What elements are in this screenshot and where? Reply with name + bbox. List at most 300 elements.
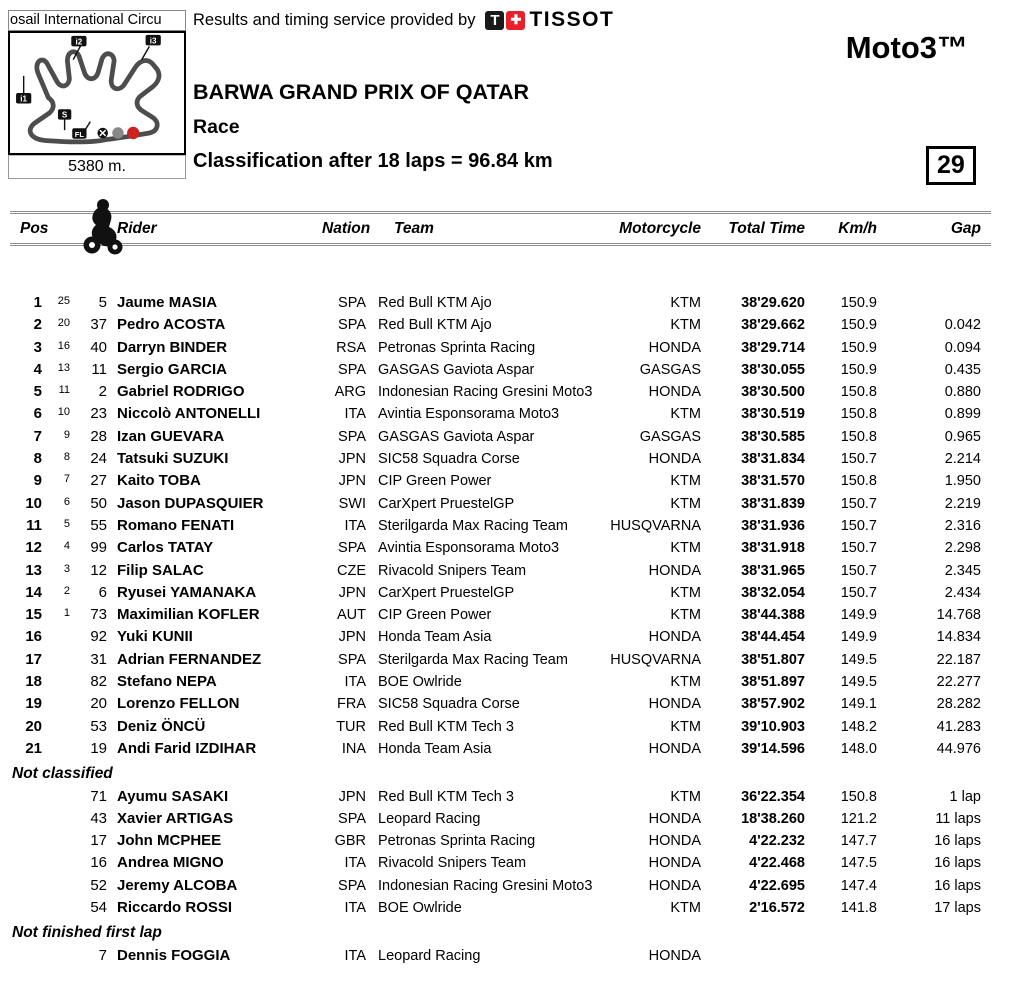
cell-pos: 19	[25, 695, 42, 713]
cell-spacer	[107, 560, 117, 582]
table-row	[10, 359, 991, 381]
cell-kmh: 150.9	[840, 361, 877, 378]
cell-pos: 8	[33, 450, 42, 468]
cell-rider: Lorenzo FELLON	[117, 695, 240, 713]
cell-gap: 14.834	[936, 629, 981, 646]
cell-pts: 16	[57, 339, 70, 352]
cell-kmh: 150.9	[840, 339, 877, 356]
col-header-rider: Rider	[117, 220, 157, 237]
table-row	[10, 875, 991, 897]
cell-spacer	[366, 626, 378, 648]
cell-nation: JPN	[338, 451, 366, 468]
cell-gap	[883, 945, 981, 967]
cell-pts: 11	[58, 384, 70, 397]
cell-pts	[42, 830, 70, 852]
cell-nation: JPN	[338, 629, 366, 646]
track-map-box	[8, 31, 186, 155]
cell-moto: HONDA	[648, 740, 701, 757]
cell-moto: HONDA	[648, 810, 701, 827]
cell-num: 43	[90, 809, 107, 827]
cell-team: Rivacold Snipers Team	[378, 562, 527, 579]
cell-spacer	[107, 808, 117, 830]
cell-spacer	[366, 945, 378, 967]
cell-kmh: 150.8	[840, 384, 877, 401]
table-row	[10, 314, 991, 336]
cell-time: 38'30.055	[741, 361, 805, 378]
cell-rider: Romano FENATI	[117, 516, 235, 534]
cell-gap: 1 lap	[949, 788, 981, 805]
cell-spacer	[366, 897, 378, 919]
cell-moto: KTM	[670, 406, 701, 423]
circuit-name-label: osail International Circu	[8, 10, 186, 31]
cell-kmh: 141.8	[840, 900, 877, 917]
cell-num: 11	[91, 360, 107, 378]
cell-time: 38'44.388	[741, 607, 805, 624]
cell-time: 38'30.585	[741, 428, 805, 445]
cell-pts: 8	[63, 451, 70, 464]
cell-time: 4'22.232	[749, 833, 805, 850]
cell-pos: 3	[33, 338, 42, 356]
cell-time: 38'31.918	[741, 540, 805, 557]
cell-pos: 14	[25, 583, 42, 601]
cell-rider: Niccolò ANTONELLI	[117, 405, 261, 423]
col-header-motorcycle: Motorcycle	[619, 220, 701, 237]
cell-spacer	[107, 716, 117, 738]
table-row	[10, 830, 991, 852]
results-table	[10, 211, 991, 967]
cell-gap: 2.345	[944, 562, 981, 579]
cell-pts	[42, 693, 70, 715]
cell-spacer	[366, 426, 378, 448]
cell-num: 20	[90, 695, 107, 713]
cell-kmh: 150.7	[840, 540, 877, 557]
cell-num: 50	[90, 494, 107, 512]
cell-time: 38'44.454	[741, 629, 805, 646]
cell-moto: KTM	[670, 495, 701, 512]
cell-kmh: 148.2	[840, 718, 877, 735]
cell-moto: HONDA	[648, 629, 701, 646]
col-header-gap: Gap	[950, 220, 981, 237]
cell-rider: Jaume MASIA	[117, 294, 218, 311]
table-row	[10, 448, 991, 470]
table-row	[10, 604, 991, 626]
cell-spacer	[107, 852, 117, 874]
cell-kmh: 149.5	[840, 651, 877, 668]
service-line	[193, 8, 614, 32]
cell-nation: SPA	[338, 651, 366, 668]
header-rule-bottom	[10, 243, 991, 246]
cell-kmh: 147.5	[840, 855, 877, 872]
cell-rider: Jeremy ALCOBA	[117, 876, 238, 894]
cell-time: 38'31.834	[741, 451, 805, 468]
cell-num: 17	[90, 832, 107, 850]
cell-pos: 20	[25, 717, 42, 735]
cell-moto: GASGAS	[639, 428, 701, 445]
cell-num: 23	[90, 405, 107, 423]
cell-time: 38'51.897	[741, 674, 805, 691]
cell-spacer	[366, 515, 378, 537]
cell-pts	[42, 808, 70, 830]
cell-gap: 16 laps	[934, 877, 981, 894]
cell-rider: Filip SALAC	[117, 561, 204, 579]
cell-nation: FRA	[337, 696, 366, 713]
cell-spacer	[366, 852, 378, 874]
table-row	[10, 738, 991, 760]
cell-pts	[42, 786, 70, 808]
cell-pts	[42, 671, 70, 693]
cell-team: Red Bull KTM Ajo	[378, 317, 492, 334]
cell-gap: 22.187	[936, 651, 981, 668]
cell-pts: 9	[63, 428, 70, 441]
cell-pos	[10, 945, 42, 967]
cell-rider: John MCPHEE	[117, 832, 222, 850]
cell-spacer	[366, 738, 378, 760]
cell-rider: Stefano NEPA	[117, 673, 217, 691]
cell-gap: 11 laps	[935, 810, 981, 827]
cell-kmh: 150.9	[840, 317, 877, 334]
cell-kmh: 121.2	[840, 810, 877, 827]
service-text: Results and timing service provided by	[193, 10, 476, 29]
cell-kmh: 150.8	[840, 788, 877, 805]
cell-pts	[42, 716, 70, 738]
cell-nation: ITA	[344, 947, 366, 964]
cell-nation: CZE	[337, 562, 366, 579]
cell-moto: HONDA	[648, 384, 701, 401]
cell-team: SIC58 Squadra Corse	[378, 696, 520, 713]
cell-pts: 25	[57, 295, 70, 307]
cell-pos: 18	[25, 673, 42, 691]
cell-time: 38'30.519	[741, 406, 805, 423]
cell-num: 54	[90, 899, 107, 917]
gray-dot	[112, 127, 123, 138]
cell-rider: Maximilian KOFLER	[117, 606, 260, 624]
cell-kmh: 148.0	[840, 740, 877, 757]
track-length: 5380 m.	[8, 155, 186, 179]
cell-pts: 10	[57, 406, 70, 419]
cell-rider: Deniz ÖNCÜ	[117, 717, 206, 735]
cell-num: 31	[90, 650, 107, 668]
table-row	[10, 381, 991, 403]
cell-gap: 2.219	[944, 495, 981, 512]
cell-time: 39'14.596	[741, 740, 805, 757]
cell-spacer	[107, 604, 117, 626]
cell-moto: HONDA	[648, 947, 701, 964]
cell-spacer	[366, 314, 378, 336]
cell-rider: Izan GUEVARA	[117, 427, 225, 445]
cell-gap: 22.277	[936, 674, 981, 691]
track-map	[10, 33, 184, 153]
cell-pts: 5	[63, 517, 70, 530]
cell-moto: KTM	[670, 540, 701, 557]
cell-kmh: 150.8	[840, 406, 877, 423]
cell-spacer	[366, 786, 378, 808]
cell-kmh: 149.9	[840, 607, 877, 624]
table-row	[10, 515, 991, 537]
cell-gap: 16 laps	[934, 855, 981, 872]
cell-pos: 12	[25, 539, 42, 557]
cell-moto: HUSQVARNA	[610, 651, 701, 668]
table-row	[10, 470, 991, 492]
cell-nation: ITA	[344, 674, 366, 691]
cell-gap: 17 laps	[934, 900, 981, 917]
marker-text-i2: i2	[75, 37, 83, 47]
cell-spacer	[366, 604, 378, 626]
cell-pos	[10, 897, 42, 919]
cell-spacer	[366, 830, 378, 852]
table-row	[10, 292, 991, 314]
cell-spacer	[366, 381, 378, 403]
cell-pts: 2	[63, 584, 70, 597]
cell-moto: HONDA	[648, 833, 701, 850]
cell-time: 2'16.572	[749, 900, 805, 917]
cell-pts: 7	[63, 473, 70, 486]
col-header-nation: Nation	[322, 220, 371, 237]
motorcycle-rider-icon	[80, 198, 126, 256]
cell-team: Honda Team Asia	[378, 740, 492, 757]
cell-num: 2	[98, 383, 107, 401]
cell-pos	[10, 786, 42, 808]
cell-time: 38'57.902	[741, 696, 805, 713]
cell-gap: 2.434	[944, 584, 981, 601]
cell-spacer	[107, 830, 117, 852]
cell-nation: RSA	[336, 339, 366, 356]
cell-spacer	[366, 649, 378, 671]
cell-spacer	[366, 337, 378, 359]
cell-nation: ITA	[344, 855, 366, 872]
cell-pos	[10, 875, 42, 897]
cell-num: 82	[90, 673, 107, 691]
cell-spacer	[366, 537, 378, 559]
col-header-pos: Pos	[20, 220, 49, 237]
cell-nation: SPA	[338, 317, 366, 334]
col-header-total-time: Total Time	[728, 220, 805, 237]
table-row	[10, 852, 991, 874]
cell-moto: KTM	[670, 607, 701, 624]
cell-pts	[42, 945, 70, 967]
cell-pts: 13	[57, 361, 70, 374]
cell-kmh: 150.8	[840, 428, 877, 445]
cell-pos: 2	[33, 316, 42, 334]
cell-time: 38'29.714	[741, 339, 805, 356]
cell-gap: 14.768	[936, 607, 981, 624]
table-row	[10, 493, 991, 515]
cell-spacer	[107, 626, 117, 648]
marker-text-finish-line: FL	[74, 129, 85, 139]
cell-kmh: 149.1	[840, 696, 877, 713]
cell-rider: Andi Farid IZDIHAR	[117, 739, 257, 757]
cell-pos	[10, 830, 42, 852]
cell-spacer	[107, 537, 117, 559]
cell-spacer	[366, 403, 378, 425]
cell-pos: 6	[33, 405, 42, 423]
cell-team: BOE Owlride	[378, 900, 462, 917]
cell-moto: HONDA	[648, 451, 701, 468]
cell-rider: Ayumu SASAKI	[117, 787, 229, 805]
cell-time: 38'29.620	[741, 295, 805, 311]
cell-team: Indonesian Racing Gresini Moto3	[378, 877, 593, 894]
cell-moto: HONDA	[648, 696, 701, 713]
cell-time: 4'22.468	[749, 855, 805, 872]
cell-rider: Adrian FERNANDEZ	[117, 650, 262, 668]
cell-team: CIP Green Power	[378, 473, 492, 490]
cell-team: CarXpert PruestelGP	[378, 495, 515, 512]
cell-nation: ITA	[344, 900, 366, 917]
cell-pos: 16	[25, 628, 42, 646]
cell-gap: 0.435	[944, 361, 981, 378]
cell-moto: KTM	[670, 584, 701, 601]
cell-nation: SPA	[338, 361, 366, 378]
cell-team: Sterilgarda Max Racing Team	[378, 517, 568, 534]
cell-nation: ARG	[334, 384, 366, 401]
cell-nation: TUR	[336, 718, 366, 735]
cell-rider: Darryn BINDER	[117, 338, 228, 356]
track-map-panel	[8, 10, 186, 179]
tissot-wordmark: TISSOT	[529, 8, 615, 31]
cell-nation: ITA	[344, 406, 366, 423]
cell-spacer	[107, 314, 117, 336]
cell-num: 73	[90, 606, 107, 624]
cell-moto: KTM	[670, 900, 701, 917]
red-dot	[127, 127, 139, 139]
report-header	[0, 0, 1024, 200]
cell-num: 5	[98, 294, 107, 311]
cell-pos: 4	[33, 360, 42, 378]
cell-rider: Yuki KUNII	[117, 628, 193, 646]
cell-num: 37	[90, 316, 107, 334]
cell-team: CIP Green Power	[378, 607, 492, 624]
table-row	[10, 426, 991, 448]
cell-spacer	[107, 671, 117, 693]
marker-line-i3	[142, 46, 150, 59]
cell-nation: SPA	[338, 877, 366, 894]
table-row	[10, 560, 991, 582]
cell-time: 36'22.354	[741, 788, 805, 805]
cell-rider: Sergio GARCIA	[117, 360, 228, 378]
section-label: Not classified	[12, 765, 113, 783]
cell-moto: HONDA	[648, 562, 701, 579]
cell-pos: 11	[26, 516, 42, 534]
cell-pts: 4	[63, 540, 70, 553]
cell-num: 40	[90, 338, 107, 356]
cell-pos: 7	[33, 427, 42, 445]
cell-team: Red Bull KTM Tech 3	[378, 718, 514, 735]
cell-pts	[42, 626, 70, 648]
cell-pos	[10, 852, 42, 874]
cell-pts	[42, 897, 70, 919]
cell-time: 38'30.500	[741, 384, 805, 401]
cell-time	[703, 945, 805, 967]
cell-pts	[42, 738, 70, 760]
cell-spacer	[107, 649, 117, 671]
cell-pos: 21	[25, 739, 42, 757]
cell-pos: 5	[33, 383, 42, 401]
cell-gap: 0.880	[944, 384, 981, 401]
cell-spacer	[366, 560, 378, 582]
cell-pos: 15	[25, 606, 42, 624]
tissot-t-icon: T	[485, 11, 504, 30]
results-body	[10, 292, 991, 967]
cell-spacer	[107, 381, 117, 403]
col-header-team: Team	[394, 220, 434, 237]
cell-pts	[42, 875, 70, 897]
cell-team: Petronas Sprinta Racing	[378, 339, 536, 356]
cell-gap: 1.950	[944, 473, 981, 490]
page-number-box: 29	[926, 146, 976, 185]
section-label: Not finished first lap	[12, 924, 162, 942]
table-row	[10, 582, 991, 604]
cell-spacer	[107, 493, 117, 515]
cell-kmh: 150.7	[840, 562, 877, 579]
cell-gap: 2.214	[944, 451, 981, 468]
cell-num: 99	[90, 539, 107, 557]
cell-num: 53	[90, 717, 107, 735]
table-row	[10, 716, 991, 738]
cell-spacer	[366, 292, 378, 314]
cell-rider: Riccardo ROSSI	[117, 899, 233, 917]
cell-nation: JPN	[338, 473, 366, 490]
cell-team: Sterilgarda Max Racing Team	[378, 651, 568, 668]
cell-pos: 17	[25, 650, 42, 668]
cell-pos: 13	[25, 561, 42, 579]
cell-pts	[42, 649, 70, 671]
cell-team: Avintia Esponsorama Moto3	[378, 540, 560, 557]
table-row	[10, 403, 991, 425]
cell-kmh: 150.7	[840, 451, 877, 468]
cell-team: BOE Owlride	[378, 674, 462, 691]
cell-spacer	[107, 337, 117, 359]
cell-time: 38'31.570	[741, 473, 805, 490]
marker-text-i3: i3	[149, 36, 157, 46]
cell-nation: SPA	[338, 428, 366, 445]
cell-team: Red Bull KTM Tech 3	[378, 788, 514, 805]
table-row	[10, 786, 991, 808]
cell-spacer	[107, 897, 117, 919]
cell-nation: SWI	[338, 495, 366, 512]
cell-team: Avintia Esponsorama Moto3	[378, 406, 560, 423]
cell-pos: 10	[25, 494, 42, 512]
cell-pts	[42, 852, 70, 874]
cell-kmh: 150.7	[840, 495, 877, 512]
cell-nation: SPA	[338, 540, 366, 557]
cell-gap	[883, 292, 981, 314]
table-row	[10, 537, 991, 559]
cell-spacer	[366, 359, 378, 381]
cell-num: 7	[98, 946, 107, 964]
cell-team: SIC58 Squadra Corse	[378, 451, 520, 468]
cell-spacer	[107, 693, 117, 715]
cell-gap: 0.094	[944, 339, 981, 356]
class-title: Moto3™	[845, 30, 968, 65]
tissot-logo	[485, 8, 614, 32]
cell-rider: Tatsuki SUZUKI	[117, 450, 229, 468]
cell-time: 38'31.936	[741, 517, 805, 534]
cell-time: 38'31.839	[741, 495, 805, 512]
cell-nation: AUT	[337, 607, 366, 624]
table-row	[10, 808, 991, 830]
cell-rider: Kaito TOBA	[117, 472, 201, 490]
marker-text-i1: i1	[20, 94, 28, 104]
cell-gap: 44.976	[936, 740, 981, 757]
cell-rider: Jason DUPASQUIER	[117, 494, 264, 512]
table-row	[10, 626, 991, 648]
cell-num: 92	[90, 628, 107, 646]
cell-team: Leopard Racing	[378, 810, 481, 827]
cell-num: 16	[90, 854, 107, 872]
cell-gap: 0.042	[944, 317, 981, 334]
cell-kmh: 150.8	[840, 473, 877, 490]
cell-time: 38'32.054	[741, 584, 805, 601]
cell-moto: KTM	[670, 718, 701, 735]
